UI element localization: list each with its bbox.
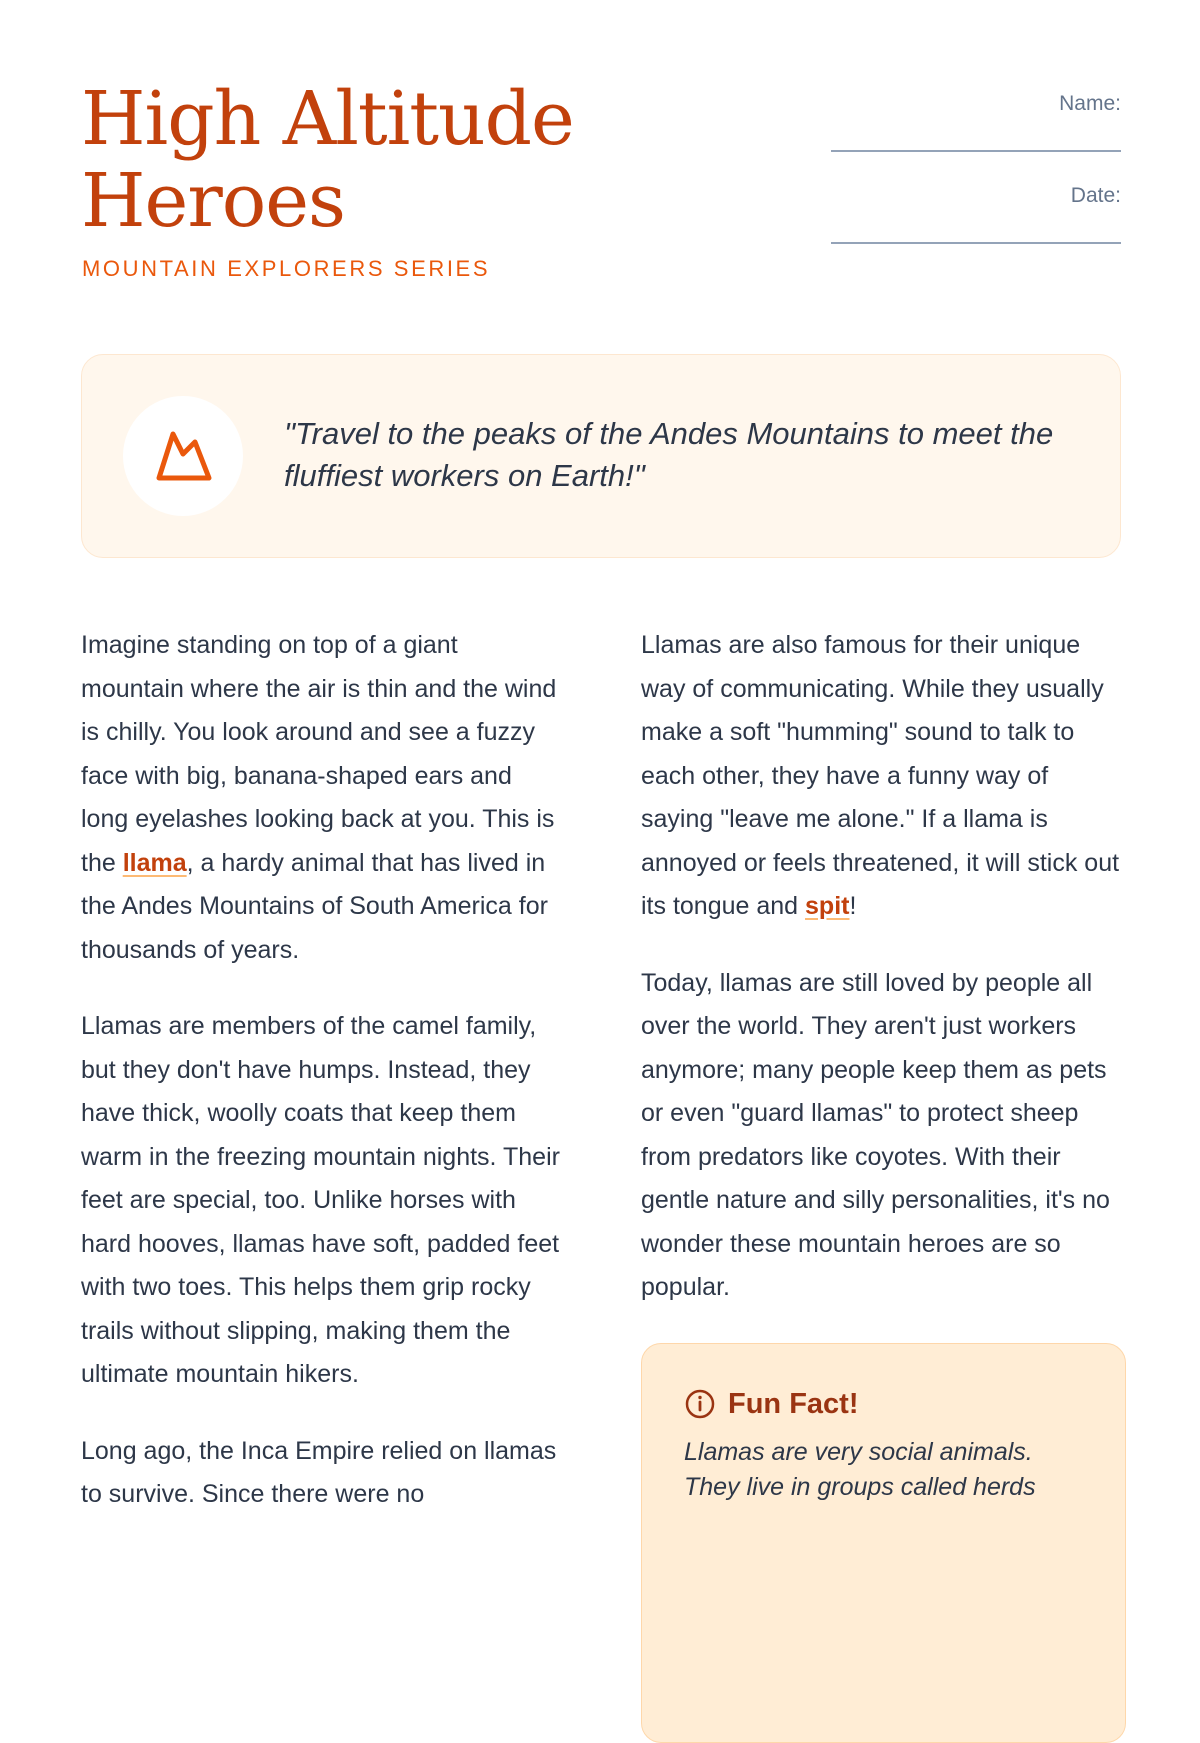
fun-fact-title: Fun Fact!: [728, 1387, 859, 1420]
title-line-1: High Altitude: [81, 76, 574, 162]
fun-fact-header: [684, 1388, 1085, 1421]
mountain-icon: [151, 426, 215, 486]
title-line-2: Heroes: [81, 158, 346, 244]
paragraph-text: !: [849, 892, 857, 920]
highlight-llama: llama: [122, 848, 187, 877]
highlight-spit: spit: [805, 892, 850, 920]
paragraph-camel-family: Llamas are members of the camel family, but they don't have humps. Instead, they have thick, woolly coats that keep them warm in the freezing mountain nights. Their feet are special, too. Unlike horses with hard hooves, llamas have soft, padded feet with two toes. This helps them grip rocky trails without slipping, making them the ultimate mountain hikers.: [81, 1012, 560, 1388]
paragraph-today: Today, llamas are still loved by people all over the world. They aren't just workers anymore; many people keep them as pets or even "guard llamas" to protect sheep from predators like coyotes. With their gentle nature and silly personalities, it's no wonder these mountain heroes are so popular.: [641, 968, 1110, 1301]
intro-quote: "Travel to the peaks of the Andes Mountains to meet the fluffiest workers on Earth!": [284, 416, 1054, 493]
fun-fact-text: Llamas are very social animals. They live in groups called herds: [684, 1437, 1036, 1501]
header: [81, 0, 1121, 300]
paragraph-text: Llamas are also famous for their unique way of communicating. While they usually make a soft "humming" sound to talk to each other, they have a funny way of saying "leave me alone." If a llama is annoyed or feels threatened, it will stick out its tongue and: [641, 631, 1120, 920]
right-column: [641, 624, 1126, 1743]
student-info: [831, 92, 1121, 276]
info-icon: [684, 1388, 716, 1420]
left-column: [81, 624, 566, 1550]
date-label: Date:: [1070, 184, 1121, 207]
date-field-line[interactable]: [831, 242, 1121, 244]
paragraph-communication: [641, 624, 1126, 929]
name-field-line[interactable]: [831, 150, 1121, 152]
name-label: Name:: [1059, 92, 1121, 115]
paragraph-text: , a hardy animal that has lived in the Andes Mountains of South America for thousands of years.: [81, 848, 548, 964]
series-subtitle: MOUNTAIN EXPLORERS SERIES: [82, 256, 491, 281]
paragraph-text: Imagine standing on top of a giant mountain where the air is thin and the wind is chilly. You look around and see a fuzzy face with big, banana-shaped ears and long eyelashes looking back at you. This is the: [81, 631, 557, 877]
intro-badge: [123, 396, 243, 516]
paragraph-inca: Long ago, the Inca Empire relied on llamas to survive. Since there were no: [81, 1436, 557, 1508]
fun-fact-box: [641, 1343, 1126, 1743]
page-title: [81, 78, 574, 242]
worksheet-page: [81, 0, 1121, 1508]
intro-banner: [81, 354, 1121, 558]
paragraph-intro: [81, 624, 566, 972]
